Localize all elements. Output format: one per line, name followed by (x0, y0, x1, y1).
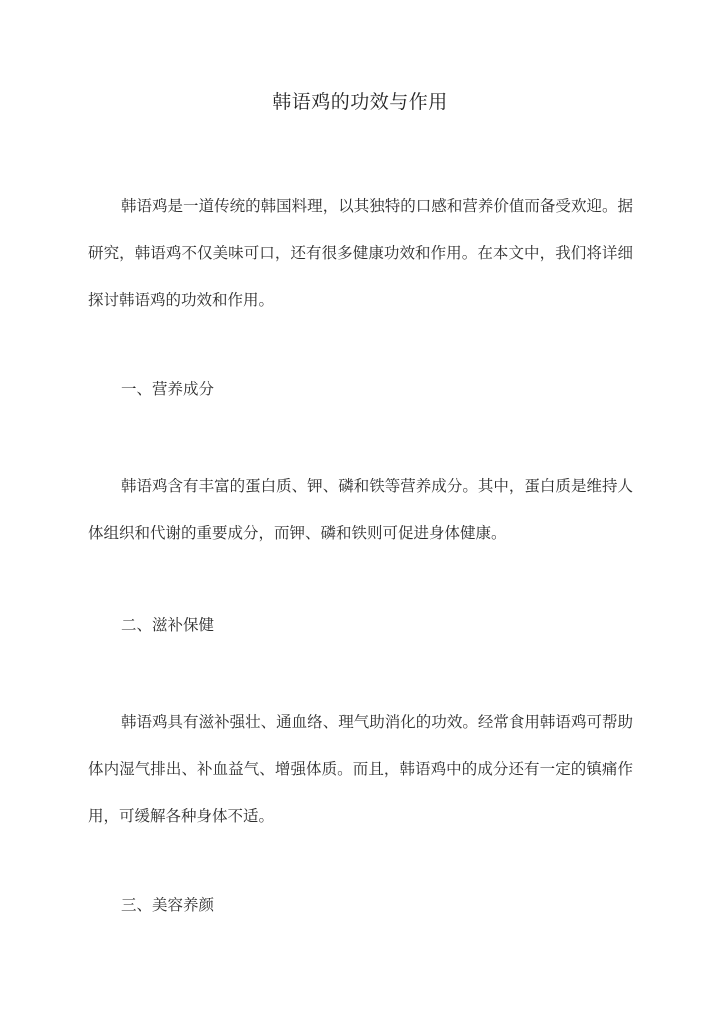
document-title: 韩语鸡的功效与作用 (272, 91, 448, 113)
section-heading-beauty: 三、美容养颜 (121, 896, 215, 914)
section-heading-tonic: 二、滋补保健 (121, 616, 215, 634)
section-heading-nutrition: 一、营养成分 (121, 380, 215, 398)
section-paragraph-nutrition: 韩语鸡含有丰富的蛋白质、钾、磷和铁等营养成分。其中，蛋白质是维持人体组织和代谢的重要成分，而钾、磷和铁则可促进身体健康。 (88, 477, 633, 542)
intro-paragraph: 韩语鸡是一道传统的韩国料理，以其独特的口感和营养价值而备受欢迎。据研究，韩语鸡不仅美味可口，还有很多健康功效和作用。在本文中，我们将详细探讨韩语鸡的功效和作用。 (88, 197, 633, 309)
section-paragraph-tonic: 韩语鸡具有滋补强壮、通血络、理气助消化的功效。经常食用韩语鸡可帮助体内湿气排出、补血益气、增强体质。而且，韩语鸡中的成分还有一定的镇痛作用，可缓解各种身体不适。 (88, 713, 633, 825)
